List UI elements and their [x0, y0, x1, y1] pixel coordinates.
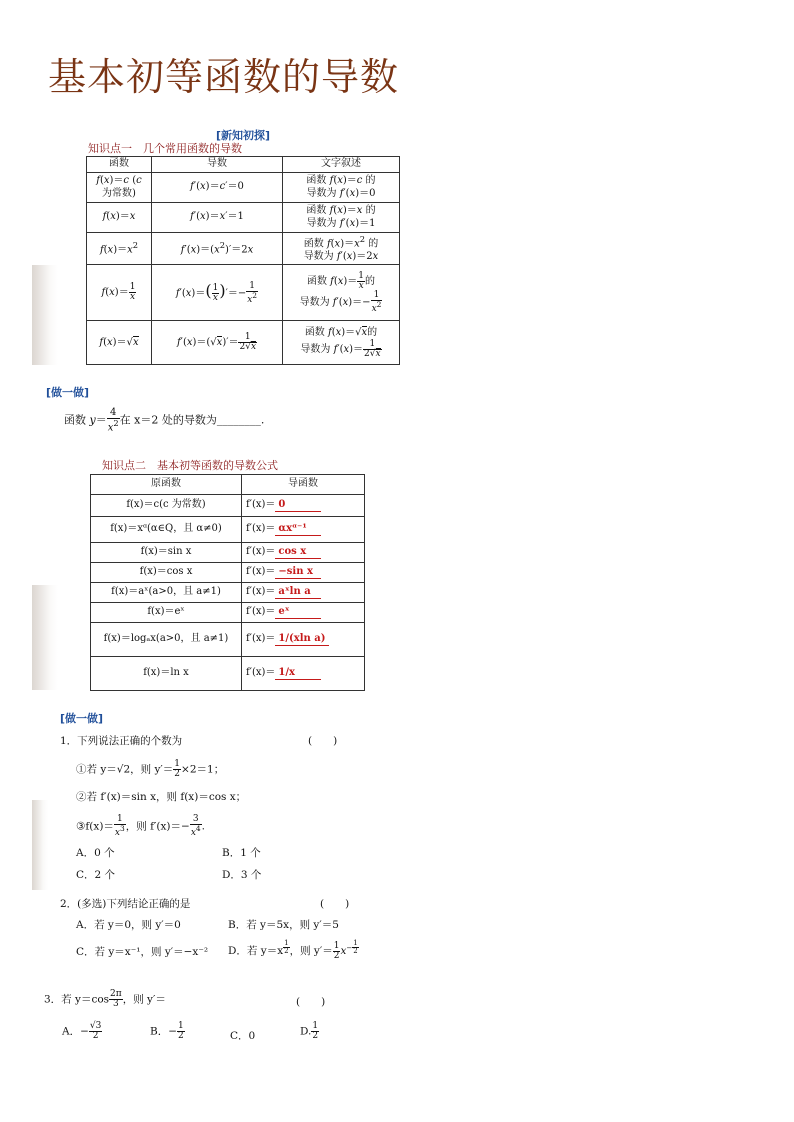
table-row	[91, 543, 365, 563]
cell-original: f(x)＝ln x	[91, 657, 242, 691]
cell-original: f(x)＝xᵅ(α∈Q，且 α≠0)	[91, 517, 242, 543]
table-row	[91, 657, 365, 691]
cell-description: 函数 f(x)＝ $\frac{1}{x}$ 的 导数为 f′(x)＝− $\frac{1}{x^2}$	[283, 265, 400, 321]
cell-derived: f′(x)＝ −sin x	[242, 563, 365, 583]
q1-statement-1: ①若 y＝√2，则 y′＝ $\frac{1}{2}$ ×2＝1；	[76, 759, 225, 779]
header-derived-function: 导函数	[242, 475, 365, 495]
table-row	[87, 321, 400, 365]
cell-function: f(x)＝ $\frac{1}{x}$	[87, 265, 152, 321]
table-row	[91, 623, 365, 657]
answer-blank: 0	[275, 499, 321, 513]
q2-option-a[interactable]: A．若 y＝0，则 y′＝0	[76, 919, 181, 931]
new-knowledge-banner: [新知初探]	[216, 129, 271, 142]
answer-blank: aˣln a	[275, 586, 321, 600]
table-row	[91, 603, 365, 623]
header-original-function: 原函数	[91, 475, 242, 495]
answer-blank: −sin x	[275, 566, 321, 580]
answer-blank: cos x	[275, 546, 321, 560]
answer-blank: 1/(xln a)	[275, 633, 328, 647]
q3-paren: ( )	[296, 996, 326, 1008]
practice-2-tag: [做一做]	[60, 712, 104, 725]
table-row	[91, 517, 365, 543]
cell-derivative: $f'(x)=(x^2)'=2x$	[152, 233, 283, 265]
table-row	[87, 265, 400, 321]
cell-original: f(x)＝logₐx(a>0，且 a≠1)	[91, 623, 242, 657]
table-row	[91, 563, 365, 583]
cell-derived: f′(x)＝ aˣln a	[242, 583, 365, 603]
q2-stem: 2．(多选)下列结论正确的是	[60, 898, 191, 910]
cell-derived: f′(x)＝ αxᵅ⁻¹	[242, 517, 365, 543]
knowledge-point-2-heading: 知识点二 基本初等函数的导数公式	[102, 459, 278, 472]
q1-option-b[interactable]: B．1 个	[222, 847, 261, 859]
cell-original: f(x)＝sin x	[91, 543, 242, 563]
q1-option-d[interactable]: D．3 个	[222, 869, 262, 881]
q1-stem: 1．下列说法正确的个数为	[60, 735, 183, 747]
cell-description: 函数 f(x)＝c 的 导数为 f′(x)＝0	[283, 173, 400, 203]
cell-original: f(x)＝c(c 为常数)	[91, 495, 242, 517]
cell-original: f(x)＝aˣ(a>0，且 a≠1)	[91, 583, 242, 603]
practice-1-after: 在 x＝2 处的导数为________.	[119, 413, 265, 427]
q3-option-b[interactable]: B．− $\frac{1}{2}$	[150, 1021, 184, 1041]
practice-1-tag: [做一做]	[46, 386, 90, 399]
q3-stem: 3．若 y＝cos $\frac{2\pi}{3}$ ，则 y′＝	[44, 989, 166, 1009]
answer-blank: eˣ	[275, 606, 321, 620]
table-row	[91, 495, 365, 517]
table-row	[87, 233, 400, 265]
cell-derivative: f′(x)＝c′＝0	[152, 173, 283, 203]
cell-description: 函数 $f(x)=x^2$ 的 导数为 f′(x)＝2x	[283, 233, 400, 265]
header-description: 文字叙述	[283, 157, 400, 173]
table-row	[87, 203, 400, 233]
table-row	[91, 583, 365, 603]
q1-statement-2: ②若 f′(x)＝sin x，则 f(x)＝cos x；	[76, 791, 247, 803]
practice-1-question: 函数 y＝ $\frac{4}{x^2}$ 在 x＝2 处的导数为________.	[64, 407, 265, 434]
cell-derivative: f′(x)＝x′＝1	[152, 203, 283, 233]
page-shadow-middle	[32, 585, 58, 690]
cell-function: f(x)＝x	[87, 203, 152, 233]
practice-1-before: 函数	[64, 413, 86, 427]
cell-function: $f(x)=x^2$	[87, 233, 152, 265]
common-derivatives-table	[86, 156, 400, 365]
page-shadow-top	[32, 265, 58, 365]
table-row	[87, 173, 400, 203]
knowledge-point-1-heading: 知识点一 几个常用函数的导数	[88, 142, 242, 155]
q3-option-c[interactable]: C．0	[230, 1030, 256, 1042]
header-derivative: 导数	[152, 157, 283, 173]
q1-paren: ( )	[308, 735, 338, 747]
q1-option-a[interactable]: A．0 个	[76, 847, 115, 859]
q1-statement-3: ③f(x)＝ $\frac{1}{x^3}$ ，则 f′(x)＝− $\frac{3}{x^4}$ .	[76, 814, 206, 838]
q3-option-a[interactable]: A．− $\frac{√3}{2}$	[62, 1021, 102, 1041]
q2-option-b[interactable]: B．若 y＝5x，则 y′＝5	[228, 919, 339, 931]
cell-derived: f′(x)＝ cos x	[242, 543, 365, 563]
cell-derived: f′(x)＝ 1/x	[242, 657, 365, 691]
answer-blank: αxᵅ⁻¹	[275, 523, 321, 537]
q2-option-d[interactable]: D．若 y＝x $^{\frac{1}{2}}$ ，则 y′＝ $\frac{1}{2}$ $x^{- \frac{1}{2}}$	[228, 939, 358, 961]
cell-derived: f′(x)＝ eˣ	[242, 603, 365, 623]
q2-option-c[interactable]: C．若 y＝x⁻¹，则 y′＝−x⁻²	[76, 946, 209, 958]
q3-option-d[interactable]: D. $\frac{1}{2}$	[300, 1021, 319, 1041]
cell-derived: f′(x)＝ 1/(xln a)	[242, 623, 365, 657]
cell-function: f(x)＝√x	[87, 321, 152, 365]
answer-blank: 1/x	[275, 667, 321, 681]
q2-paren: ( )	[320, 898, 350, 910]
cell-original: f(x)＝cos x	[91, 563, 242, 583]
page-shadow-bottom	[32, 800, 48, 890]
cell-function: f(x)＝c (c 为常数)	[87, 173, 152, 203]
cell-description: 函数 f(x)＝√x的 导数为 f′(x)＝ $\frac{1}{2√x}$	[283, 321, 400, 365]
cell-derivative: f′(x)＝( $\frac{1}{x}$ )′＝− $\frac{1}{x^2}$	[152, 265, 283, 321]
derivative-formula-table	[90, 474, 365, 691]
cell-description: 函数 f(x)＝x 的 导数为 f′(x)＝1	[283, 203, 400, 233]
header-function: 函数	[87, 157, 152, 173]
q1-option-c[interactable]: C．2 个	[76, 869, 116, 881]
page-title: 基本初等函数的导数	[48, 55, 400, 99]
cell-derivative: f′(x)＝(√x)′＝ $\frac{1}{2√x}$	[152, 321, 283, 365]
cell-derived: f′(x)＝ 0	[242, 495, 365, 517]
cell-original: f(x)＝eˣ	[91, 603, 242, 623]
